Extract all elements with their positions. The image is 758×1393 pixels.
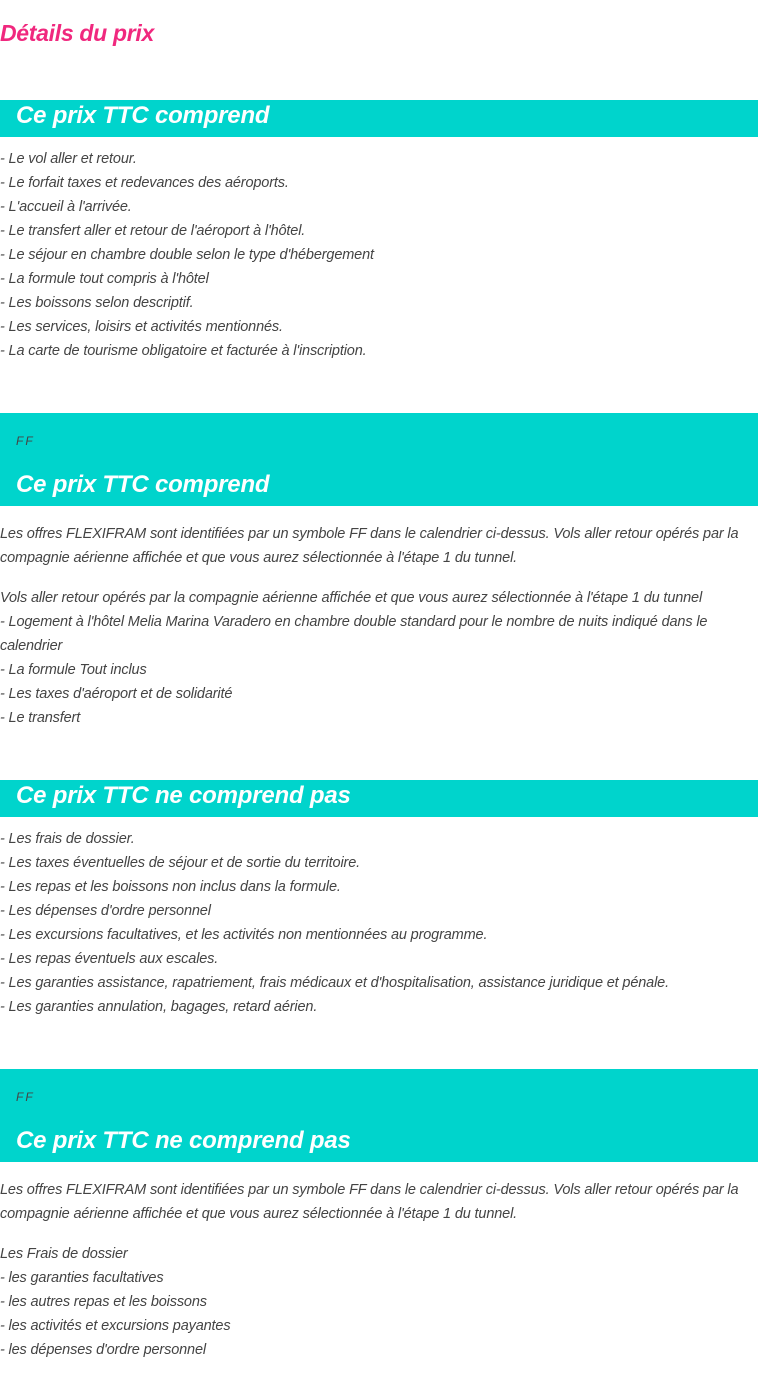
list-item: - Le transfert aller et retour de l'aéroport à l'hôtel. [0, 223, 306, 239]
list-item: Vols aller retour opérés par la compagnie aérienne affichée et que vous aurez sélectionnée à l'étape 1 du tunnel [0, 590, 703, 606]
section-header-excludes [0, 780, 758, 817]
list-item: - Les excursions facultatives, et les activités non mentionnées au programme. [0, 927, 488, 943]
list-item: - Les repas et les boissons non inclus dans la formule. [0, 879, 341, 895]
list-item: - Le séjour en chambre double selon le type d'hébergement [0, 247, 374, 263]
list-item: - Les frais de dossier. [0, 831, 135, 847]
list-item: - La formule tout compris à l'hôtel [0, 271, 209, 287]
section-heading: Ce prix TTC comprend [16, 102, 270, 129]
list-item: - Les dépenses d'ordre personnel [0, 903, 211, 919]
flexifram-intro: Les offres FLEXIFRAM sont identifiées par un symbole FF dans le calendrier ci-dessus. Vols aller retour opérés par la compagnie aérienne affichée et que vous aurez sélectionnée à l'étape 1 du tunnel. [0, 526, 739, 566]
ff-badge: FF [16, 1090, 35, 1104]
page-title: Détails du prix [0, 20, 154, 46]
section-heading: Ce prix TTC ne comprend pas [16, 782, 351, 809]
flexifram-intro: Les offres FLEXIFRAM sont identifiées par un symbole FF dans le calendrier ci-dessus. Vols aller retour opérés par la compagnie aérienne affichée et que vous aurez sélectionnée à l'étape 1 du tunnel. [0, 1182, 739, 1222]
list-item: - les dépenses d'ordre personnel [0, 1342, 206, 1358]
list-item: - Les garanties assistance, rapatriement, frais médicaux et d'hospitalisation, assistance juridique et pénale. [0, 975, 669, 991]
list-item: - Les services, loisirs et activités mentionnés. [0, 319, 283, 335]
list-item: - La carte de tourisme obligatoire et facturée à l'inscription. [0, 343, 367, 359]
list-item: - Les taxes éventuelles de séjour et de sortie du territoire. [0, 855, 360, 871]
section-header-ff-excludes [0, 1069, 758, 1162]
list-item: - les garanties facultatives [0, 1270, 164, 1286]
excludes-list [0, 827, 745, 1019]
section-header-includes [0, 100, 758, 137]
list-item: - Le forfait taxes et redevances des aéroports. [0, 175, 289, 191]
list-item: Les Frais de dossier [0, 1246, 128, 1262]
ff-excludes-list [0, 1242, 745, 1362]
list-item: - L'accueil à l'arrivée. [0, 199, 132, 215]
section-heading: Ce prix TTC comprend [16, 471, 270, 498]
includes-list [0, 147, 745, 363]
list-item: - Le vol aller et retour. [0, 151, 137, 167]
list-item: - Logement à l'hôtel Melia Marina Varadero en chambre double standard pour le nombre de nuits indiqué dans le calendrier [0, 614, 708, 654]
list-item: - Les boissons selon descriptif. [0, 295, 194, 311]
list-item: - Les garanties annulation, bagages, retard aérien. [0, 999, 318, 1015]
section-header-ff-includes [0, 413, 758, 506]
list-item: - Les taxes d'aéroport et de solidarité [0, 686, 233, 702]
list-item: - La formule Tout inclus [0, 662, 147, 678]
list-item: - les activités et excursions payantes [0, 1318, 231, 1334]
list-item: - Les repas éventuels aux escales. [0, 951, 219, 967]
list-item: - Le transfert [0, 710, 81, 726]
list-item: - les autres repas et les boissons [0, 1294, 207, 1310]
section-heading: Ce prix TTC ne comprend pas [16, 1127, 351, 1154]
ff-includes-list [0, 586, 745, 730]
ff-badge: FF [16, 434, 35, 448]
